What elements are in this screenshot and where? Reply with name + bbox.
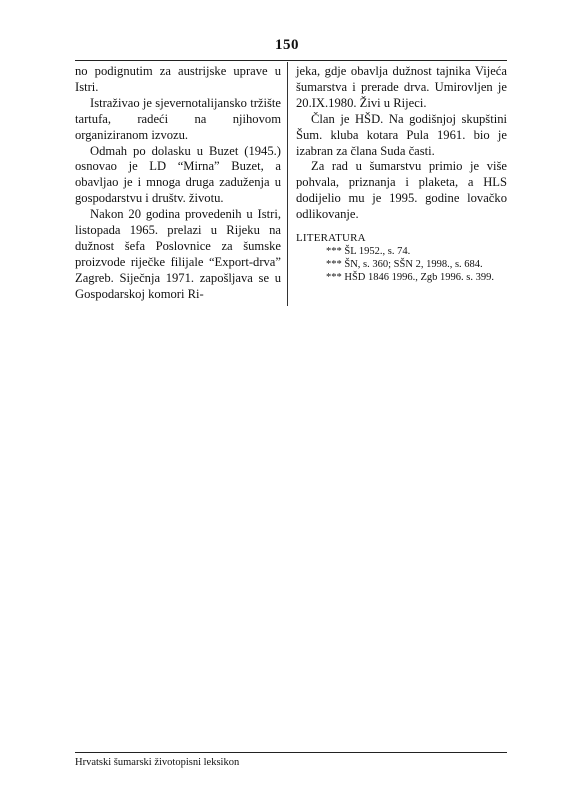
paragraph-awards: Za rad u šumarstvu primio je više pohvala, priznanja i plaketa, a HLS dodijelio mu je 1995. godine lovačko odlikovanje.	[296, 159, 507, 222]
literatura-heading: LITERATURA	[296, 232, 366, 245]
reference-item: *** ŠL 1952., s. 74.	[326, 246, 411, 258]
paragraph-buzet: Odmah po dolasku u Buzet (1945.) osnovao je LD “Mirna” Buzet, a obavljao je i mnoga druga zaduženja u gospodarstvu i društv. životu.	[75, 143, 281, 206]
left-column	[75, 64, 281, 303]
paragraph-hsd: Član je HŠD. Na godišnjoj skupštini Šum. kluba kotara Pula 1961. bio je izabran za člana Suda časti.	[296, 111, 507, 158]
right-column	[296, 64, 507, 285]
paragraph-vijece: jeka, gdje obavlja dužnost tajnika Vijeća šumarstva i prerade drva. Umirovljen je 20.IX.1980. Živi u Rijeci.	[296, 64, 507, 110]
page-number: 150	[275, 37, 299, 53]
paragraph-tartufi: Istraživao je sjevernotalijansko tržište tartufa, radeći na njihovom organiziranom izvozu.	[75, 95, 281, 142]
footer-rule	[75, 752, 507, 753]
reference-item: *** HŠD 1846 1996., Zgb 1996. s. 399.	[326, 272, 495, 284]
paragraph-continuation: no podignutim za austrijske uprave u Istri.	[75, 64, 281, 94]
paragraph-rijeka: Nakon 20 godina provedenih u Istri, listopada 1965. prelazi u Rijeku na dužnost šefa Poslovnice za šumske proizvode riječke filijale “Export-drva” Zagreb. Siječnja 1971. zapošljava se u Gospodarskoj komori Ri-	[75, 207, 281, 301]
reference-list	[296, 245, 507, 285]
footer-title: Hrvatski šumarski životopisni leksikon	[75, 757, 240, 768]
column-divider	[287, 62, 288, 306]
reference-item: *** ŠN, s. 360; SŠN 2, 1998., s. 684.	[326, 259, 483, 271]
header-rule	[75, 60, 507, 61]
